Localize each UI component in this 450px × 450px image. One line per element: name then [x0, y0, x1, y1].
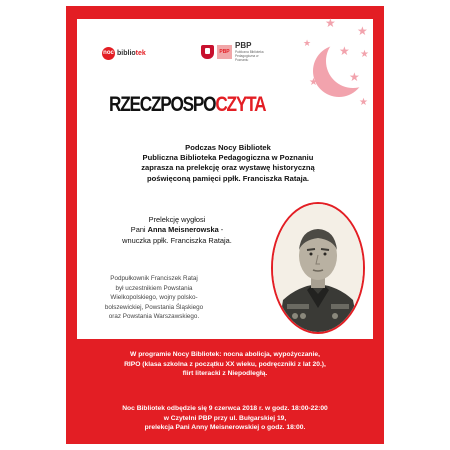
lecture-suffix: - [218, 225, 224, 235]
program-line: flirt literacki z Niepodległą. [182, 370, 268, 378]
pbp-label [235, 42, 269, 62]
bio-line: bolszewickiej, Powstania Śląskiego [104, 303, 204, 311]
star-icon: ★ [303, 38, 312, 48]
speaker-name: Anna Meisnerowska [147, 225, 219, 235]
poster [66, 6, 384, 444]
star-icon: ★ [339, 44, 350, 58]
poznan-coat-of-arms-icon [201, 45, 214, 59]
intro-line: Publiczna Biblioteka Pedagogiczna w Poznaniu [142, 153, 314, 163]
noc-bibliotek-logo [102, 47, 146, 60]
bio-line: Podpułkownik Franciszek Rataj [110, 275, 198, 282]
title-part-black: RZECZPOSPO [109, 93, 216, 116]
bio-text [79, 274, 229, 322]
white-panel [77, 16, 373, 339]
intro-line: zaprasza na prelekcję oraz wystawę historyczną [141, 163, 315, 173]
pbp-full-name: Publiczna Biblioteka Pedagogiczna w Poznaniu [235, 50, 264, 62]
star-icon: ★ [349, 70, 360, 84]
bibliotek-highlight: tek [135, 50, 146, 57]
bibliotek-prefix: biblio [117, 50, 136, 57]
bio-line: oraz Powstania Warszawskiego. [108, 313, 200, 321]
lecture-line: wnuczka ppłk. Franciszka Rataja. [122, 235, 232, 245]
program-line: W programie Nocy Bibliotek: nocna abolicja, wypożyczanie, [130, 351, 320, 358]
noc-badge: noc [102, 47, 115, 60]
intro-line: Podczas Nocy Bibliotek [185, 143, 271, 152]
pbp-abbr: PBP [235, 41, 252, 50]
event-details [76, 404, 374, 433]
star-icon: ★ [309, 77, 318, 88]
pbp-badge: PBP [217, 45, 232, 59]
bibliotek-wordmark [117, 50, 146, 57]
bio-line: Wielkopolskiego, wojny polsko- [110, 294, 198, 302]
lecture-prefix: Pani [130, 225, 148, 235]
star-icon: ★ [325, 16, 336, 30]
event-line: w Czytelni PBP przy ul. Bułgarskiej 19, [163, 414, 287, 422]
intro-text [99, 143, 357, 184]
lecture-line [97, 225, 257, 235]
event-title [109, 93, 265, 117]
star-icon: ★ [360, 49, 369, 60]
event-line: Noc Bibliotek odbędzie się 9 czerwca 2018 r. w godz. 18:00-22:00 [122, 405, 328, 412]
star-icon: ★ [357, 24, 368, 38]
lecture-line: Prelekcję wygłosi [148, 215, 206, 224]
title-part-red: CZYTA [215, 93, 266, 116]
intro-line: poświęconą pamięci ppłk. Franciszka Rataja. [146, 173, 310, 183]
pbp-logo [201, 42, 269, 62]
officer-portrait-image [273, 204, 363, 332]
portrait-photo [271, 202, 365, 334]
bio-line: był uczestnikiem Powstania [115, 284, 193, 292]
lecture-info [97, 215, 257, 246]
event-line: prelekcja Pani Anny Meisnerowskiej o godz. 18:00. [144, 424, 306, 432]
program-info [76, 350, 374, 379]
star-icon: ★ [359, 97, 368, 108]
program-line: RIPO (klasa szkolna z początku XX wieku, podręczniki z lat 20.), [124, 360, 326, 368]
